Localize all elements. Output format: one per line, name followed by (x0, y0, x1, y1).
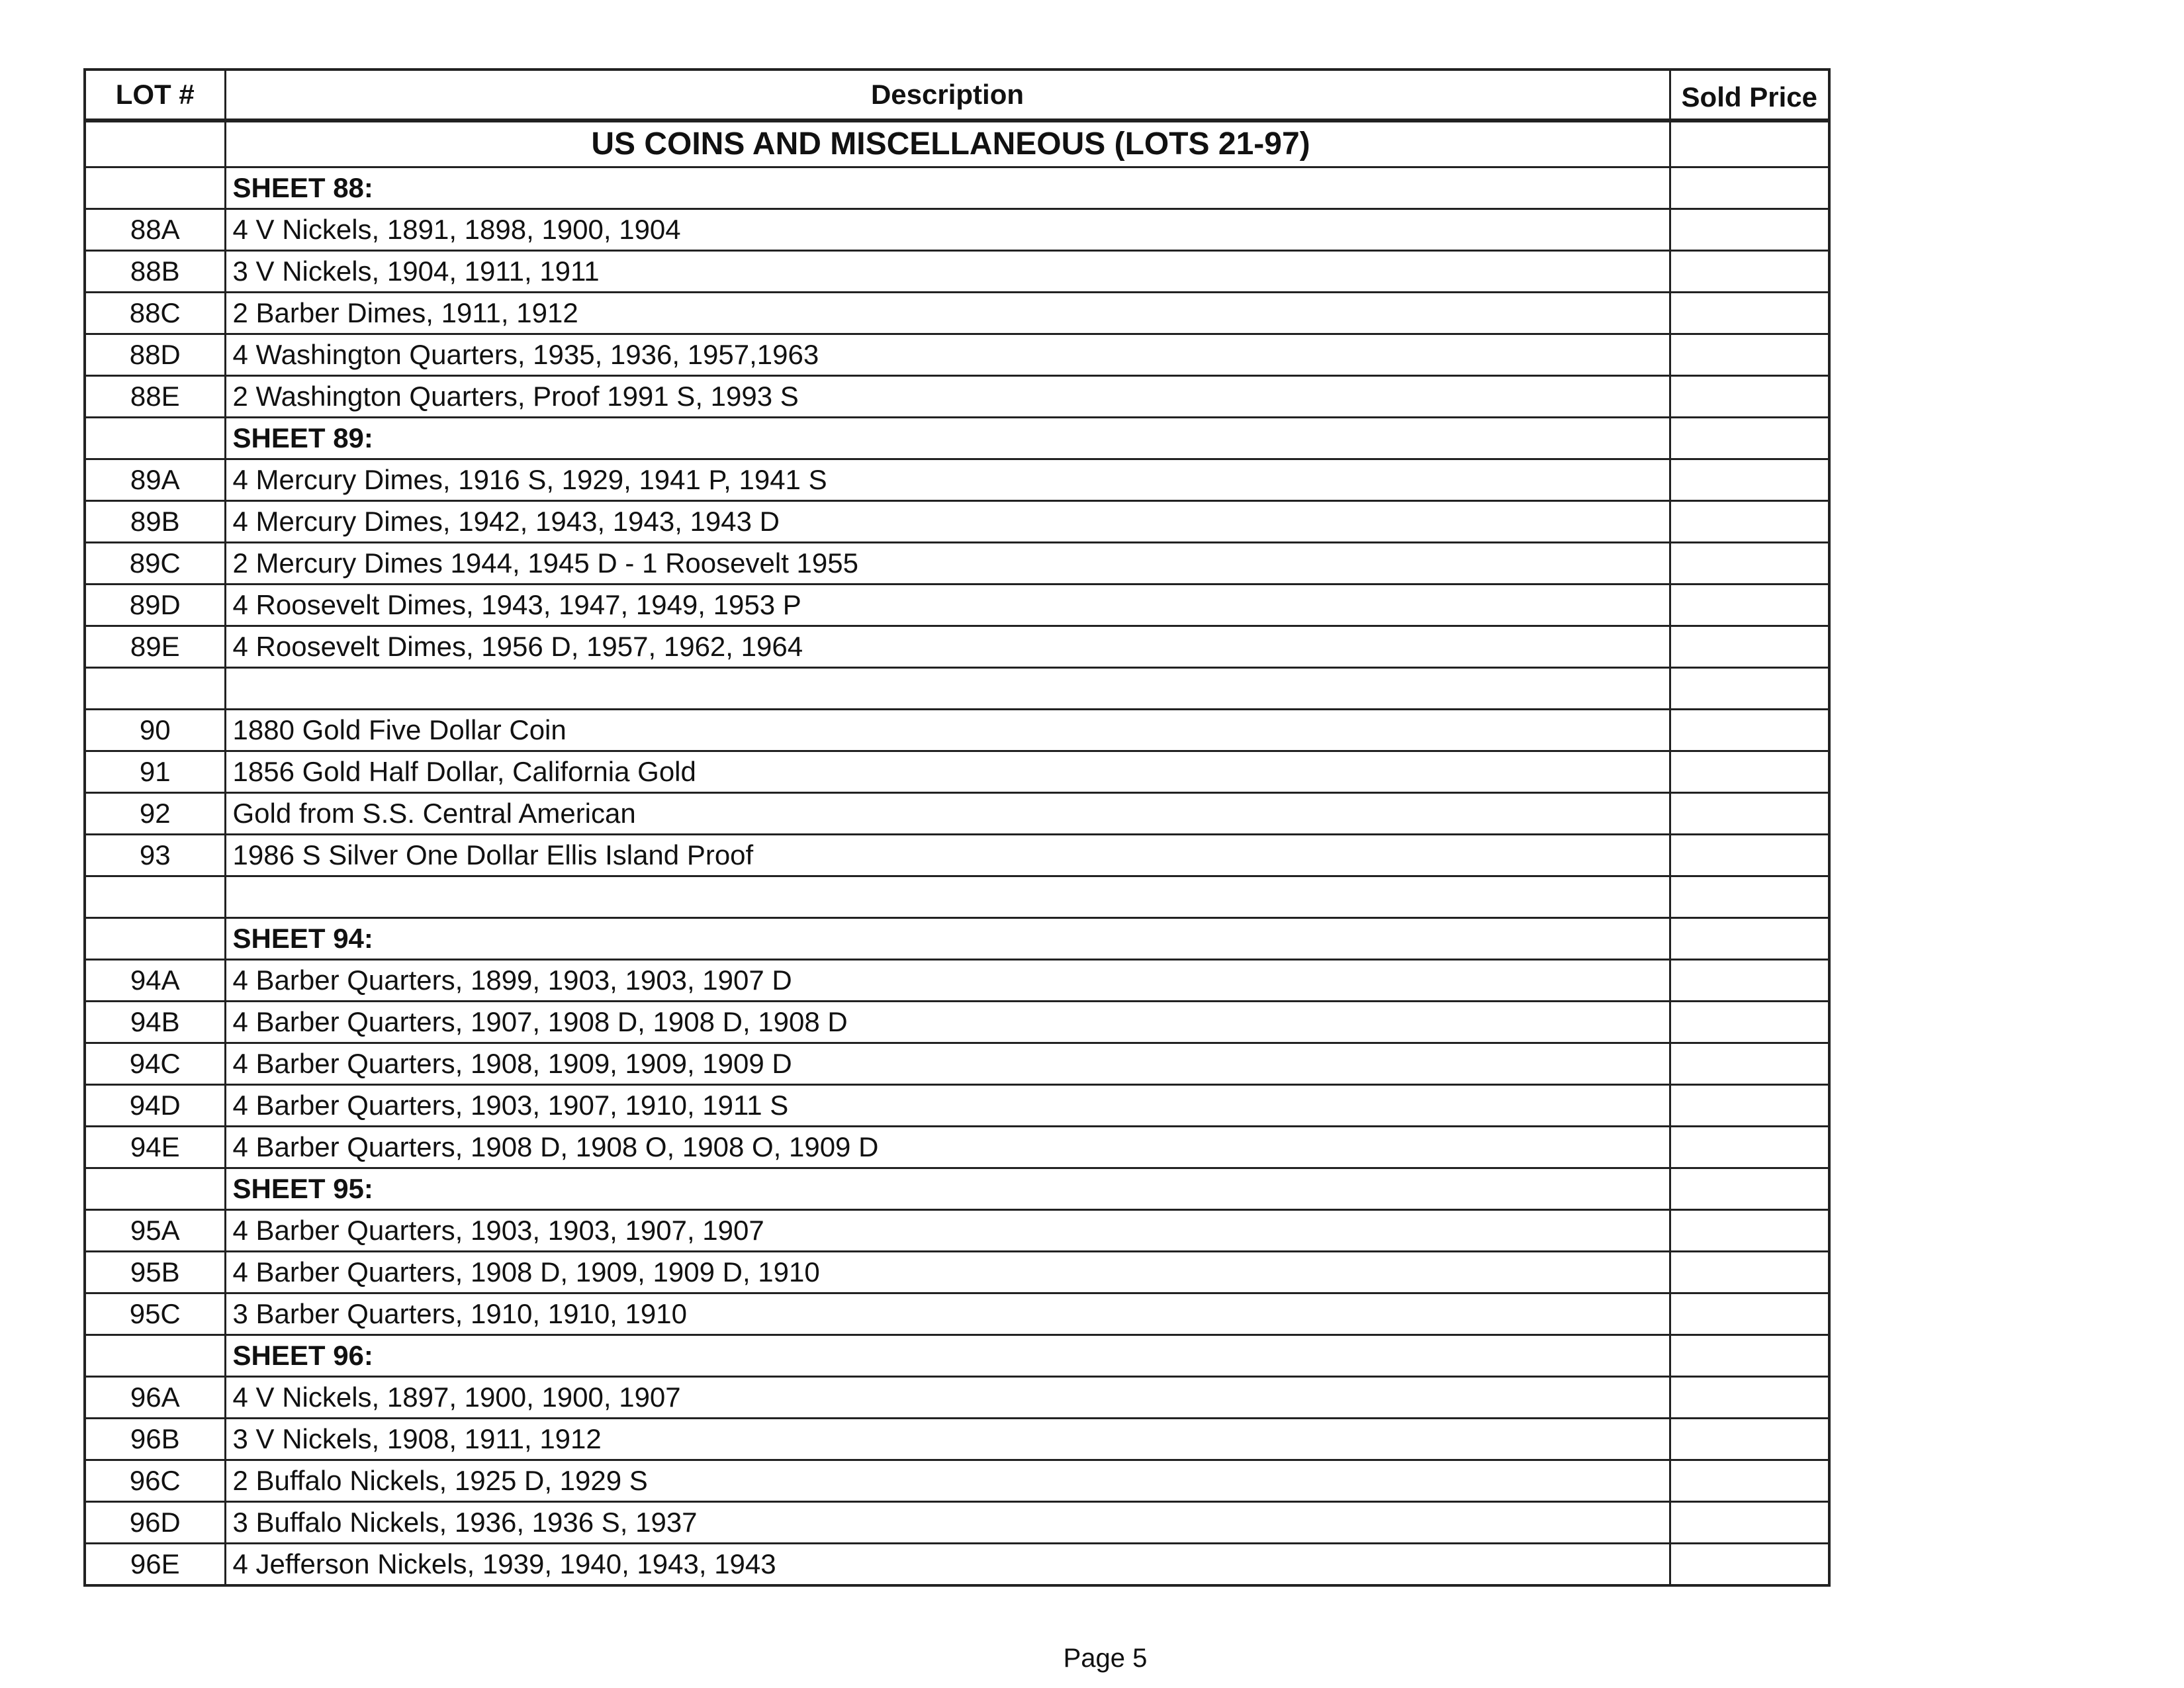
sold-price-header: Sold Price (1670, 70, 1829, 120)
table-row (85, 1293, 1829, 1335)
lot-cell (85, 876, 225, 918)
blank-row (85, 668, 1829, 710)
lot-cell: 89A (85, 459, 225, 501)
table-row (85, 960, 1829, 1002)
table-row (85, 1460, 1829, 1502)
description-cell: 1880 Gold Five Dollar Coin (225, 710, 1670, 751)
sold-price-cell (1670, 334, 1829, 376)
table-row (85, 1252, 1829, 1293)
sold-price-cell (1670, 501, 1829, 543)
lot-cell: 95C (85, 1293, 225, 1335)
lot-cell: 89B (85, 501, 225, 543)
sheet-label: SHEET 96: (225, 1335, 1670, 1377)
lot-cell: 96A (85, 1377, 225, 1419)
table-row (85, 251, 1829, 293)
blank-row (85, 876, 1829, 918)
table-row (85, 1043, 1829, 1085)
table-row (85, 1544, 1829, 1586)
sold-price-cell (1670, 418, 1829, 459)
auction-lot-table (83, 68, 1831, 1587)
description-cell: 3 Buffalo Nickels, 1936, 1936 S, 1937 (225, 1502, 1670, 1544)
description-cell: 2 Barber Dimes, 1911, 1912 (225, 293, 1670, 334)
sheet-header-row (85, 167, 1829, 209)
sold-price-cell (1670, 1002, 1829, 1043)
sheet-label: SHEET 95: (225, 1168, 1670, 1210)
lot-cell: 88C (85, 293, 225, 334)
table-body (85, 120, 1829, 1585)
sold-price-cell (1670, 1293, 1829, 1335)
sold-price-cell (1670, 710, 1829, 751)
sold-price-cell (1670, 1460, 1829, 1502)
table-row (85, 751, 1829, 793)
lot-cell: 89E (85, 626, 225, 668)
lot-cell: 94E (85, 1127, 225, 1168)
lot-cell: 89C (85, 543, 225, 585)
sold-price-cell (1670, 1502, 1829, 1544)
description-cell: 2 Mercury Dimes 1944, 1945 D - 1 Roosevelt 1955 (225, 543, 1670, 585)
table-row (85, 1210, 1829, 1252)
description-cell: 4 Mercury Dimes, 1916 S, 1929, 1941 P, 1941 S (225, 459, 1670, 501)
sheet-header-row (85, 418, 1829, 459)
page-number: Page 5 (1063, 1644, 1148, 1673)
lot-cell (85, 1335, 225, 1377)
lot-cell: 94B (85, 1002, 225, 1043)
sold-price-cell (1670, 960, 1829, 1002)
table-row (85, 835, 1829, 876)
header-row (85, 70, 1829, 120)
lot-cell (85, 918, 225, 960)
sold-price-cell (1670, 120, 1829, 167)
description-cell: 2 Washington Quarters, Proof 1991 S, 1993 S (225, 376, 1670, 418)
description-cell: 4 Barber Quarters, 1908, 1909, 1909, 1909 D (225, 1043, 1670, 1085)
sold-price-cell (1670, 668, 1829, 710)
sheet-label: SHEET 94: (225, 918, 1670, 960)
sheet-label: SHEET 89: (225, 418, 1670, 459)
description-cell: 4 Jefferson Nickels, 1939, 1940, 1943, 1943 (225, 1544, 1670, 1586)
table-row (85, 501, 1829, 543)
lot-cell (85, 120, 225, 167)
table-row (85, 543, 1829, 585)
sheet-header-row (85, 1335, 1829, 1377)
sold-price-cell (1670, 209, 1829, 251)
sold-price-cell (1670, 751, 1829, 793)
lot-cell (85, 668, 225, 710)
sheet-header-row (85, 1168, 1829, 1210)
sold-price-cell (1670, 167, 1829, 209)
lot-cell: 89D (85, 585, 225, 626)
table-row (85, 1085, 1829, 1127)
table-row (85, 585, 1829, 626)
description-cell: 4 V Nickels, 1891, 1898, 1900, 1904 (225, 209, 1670, 251)
table-row (85, 1502, 1829, 1544)
sold-price-cell (1670, 1335, 1829, 1377)
sold-price-cell (1670, 1168, 1829, 1210)
section-title: US COINS AND MISCELLANEOUS (LOTS 21-97) (225, 120, 1670, 167)
description-cell: 3 Barber Quarters, 1910, 1910, 1910 (225, 1293, 1670, 1335)
table-row (85, 1002, 1829, 1043)
table-row (85, 710, 1829, 751)
lot-cell: 88D (85, 334, 225, 376)
sold-price-cell (1670, 585, 1829, 626)
description-cell: 4 Roosevelt Dimes, 1943, 1947, 1949, 1953 P (225, 585, 1670, 626)
description-cell: 4 Barber Quarters, 1903, 1903, 1907, 1907 (225, 1210, 1670, 1252)
lot-cell: 94C (85, 1043, 225, 1085)
lot-cell: 91 (85, 751, 225, 793)
table-row (85, 1127, 1829, 1168)
table-row (85, 459, 1829, 501)
lot-cell: 88E (85, 376, 225, 418)
sold-price-cell (1670, 876, 1829, 918)
description-cell: 3 V Nickels, 1904, 1911, 1911 (225, 251, 1670, 293)
table-row (85, 376, 1829, 418)
lot-cell: 96B (85, 1419, 225, 1460)
sold-price-cell (1670, 793, 1829, 835)
description-cell: 4 V Nickels, 1897, 1900, 1900, 1907 (225, 1377, 1670, 1419)
lot-cell: 90 (85, 710, 225, 751)
lot-cell: 88B (85, 251, 225, 293)
sold-price-cell (1670, 1127, 1829, 1168)
sold-price-cell (1670, 1210, 1829, 1252)
description-cell: 1856 Gold Half Dollar, California Gold (225, 751, 1670, 793)
lot-cell: 94A (85, 960, 225, 1002)
description-cell: 4 Barber Quarters, 1903, 1907, 1910, 1911 S (225, 1085, 1670, 1127)
table-row (85, 1419, 1829, 1460)
description-cell: 4 Barber Quarters, 1899, 1903, 1903, 1907 D (225, 960, 1670, 1002)
sold-price-cell (1670, 1085, 1829, 1127)
description-header: Description (225, 70, 1670, 120)
description-cell: 4 Mercury Dimes, 1942, 1943, 1943, 1943 D (225, 501, 1670, 543)
lot-cell: 96D (85, 1502, 225, 1544)
sheet-header-row (85, 918, 1829, 960)
lot-cell: 96C (85, 1460, 225, 1502)
sold-price-cell (1670, 293, 1829, 334)
lot-cell: 95B (85, 1252, 225, 1293)
table-row (85, 626, 1829, 668)
description-cell: Gold from S.S. Central American (225, 793, 1670, 835)
description-cell: 4 Barber Quarters, 1907, 1908 D, 1908 D, 1908 D (225, 1002, 1670, 1043)
table-row (85, 1377, 1829, 1419)
sold-price-cell (1670, 1377, 1829, 1419)
lot-cell (85, 1168, 225, 1210)
description-cell (225, 668, 1670, 710)
section-title-row (85, 120, 1829, 167)
lot-cell: 95A (85, 1210, 225, 1252)
lot-cell: 88A (85, 209, 225, 251)
description-cell: 3 V Nickels, 1908, 1911, 1912 (225, 1419, 1670, 1460)
sold-price-cell (1670, 1043, 1829, 1085)
lot-cell: 94D (85, 1085, 225, 1127)
table-row (85, 209, 1829, 251)
sold-price-cell (1670, 1252, 1829, 1293)
sold-price-cell (1670, 1544, 1829, 1586)
description-cell (225, 876, 1670, 918)
table-row (85, 293, 1829, 334)
sold-price-cell (1670, 543, 1829, 585)
sold-price-cell (1670, 376, 1829, 418)
description-cell: 1986 S Silver One Dollar Ellis Island Proof (225, 835, 1670, 876)
description-cell: 4 Barber Quarters, 1908 D, 1908 O, 1908 O, 1909 D (225, 1127, 1670, 1168)
lot-cell (85, 418, 225, 459)
sold-price-cell (1670, 251, 1829, 293)
sheet-label: SHEET 88: (225, 167, 1670, 209)
table-row (85, 793, 1829, 835)
sold-price-cell (1670, 626, 1829, 668)
sold-price-cell (1670, 1419, 1829, 1460)
description-cell: 4 Washington Quarters, 1935, 1936, 1957,1963 (225, 334, 1670, 376)
lot-cell: 96E (85, 1544, 225, 1586)
lot-cell (85, 167, 225, 209)
description-cell: 4 Barber Quarters, 1908 D, 1909, 1909 D, 1910 (225, 1252, 1670, 1293)
description-cell: 2 Buffalo Nickels, 1925 D, 1929 S (225, 1460, 1670, 1502)
table-row (85, 334, 1829, 376)
lot-cell: 92 (85, 793, 225, 835)
description-cell: 4 Roosevelt Dimes, 1956 D, 1957, 1962, 1964 (225, 626, 1670, 668)
sold-price-cell (1670, 918, 1829, 960)
sold-price-cell (1670, 835, 1829, 876)
lot-number-header: LOT # (85, 70, 225, 120)
sold-price-cell (1670, 459, 1829, 501)
lot-cell: 93 (85, 835, 225, 876)
